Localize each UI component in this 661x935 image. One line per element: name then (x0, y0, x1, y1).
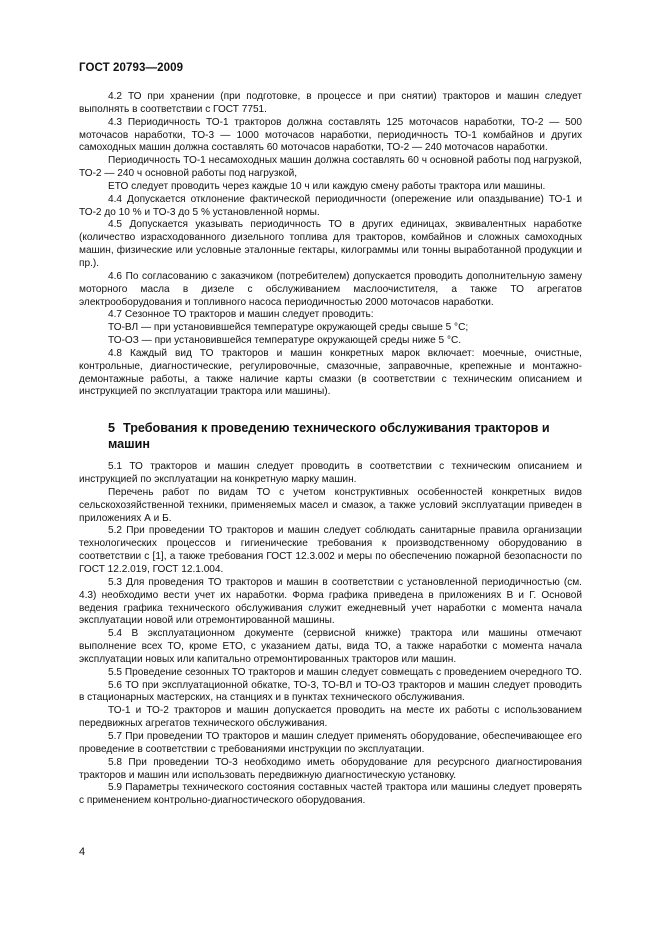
paragraph-4-7: 4.7 Сезонное ТО тракторов и машин следует проводить: (108, 309, 374, 321)
paragraph-5-1-list: Перечень работ по видам ТО с учетом конструктивных особенностей конкретных видов сельскохозяйственной техники, применяемых масел и смазок, а также условий эксплуатации приведен в приложениях А и Б. (79, 486, 582, 524)
paragraph-5-3: 5.3 Для проведения ТО тракторов и машин в соответствии с установленной периодичностью (см. 4.3) необходимо вести учет их наработки. Форма графика приведена в приложениях В и Г. Основой ведения графика технического обслуживания служит ежедневный учет наработки с момента начала эксплуатации новой или отремонтированной машины. (79, 576, 582, 627)
section-5-number: 5 (108, 421, 116, 436)
section-5-title: Требования к проведению технического обслуживания тракторов и машин (108, 421, 550, 451)
paragraph-5-6-to1-to2: ТО-1 и ТО-2 тракторов и машин допускается проводить на месте их работы с использованием передвижных агрегатов технического обслуживания. (79, 705, 582, 730)
paragraph-5-5: 5.5 Проведение сезонных ТО тракторов и машин следует совмещать с проведением очередного ТО. (108, 666, 582, 678)
paragraph-4-7-to-vl: ТО-ВЛ — при установившейся температуре окружающей среды свыше 5 °С; (108, 322, 469, 334)
page-number: 4 (79, 846, 86, 858)
document-code-header: ГОСТ 20793—2009 (79, 62, 184, 74)
paragraph-4-2: 4.2 ТО при хранении (при подготовке, в процессе и при снятии) тракторов и машин следует выполнять в соответствии с ГОСТ 7751. (79, 91, 582, 115)
paragraph-5-7: 5.7 При проведении ТО тракторов и машин следует применять оборудование, обеспечивающее его проведение в соответствии с требованиями инструкции по эксплуатации. (79, 730, 582, 755)
paragraph-4-4: 4.4 Допускается отклонение фактической периодичности (опережение или опаздывание) ТО-1 и ТО-2 до 10 % и ТО-3 до 5 % установленной нормы. (79, 193, 582, 218)
paragraph-5-9: 5.9 Параметры технического состояния составных частей трактора или машины следует проверять с применением контрольно-диагностического оборудования. (79, 782, 582, 807)
paragraph-5-6: 5.6 ТО при эксплуатационной обкатке, ТО-3, ТО-ВЛ и ТО-ОЗ тракторов и машин следует проводить в стационарных мастерских, на станциях и в пунктах технического обслуживания. (79, 679, 582, 704)
paragraph-4-5: 4.5 Допускается указывать периодичность ТО в других единицах, эквивалентных наработке (количество израсходованного дизельного топлива для тракторов, комбайнов и сложных самоходных машин, физические или условные эталонные гектары, килограммы или тонны выработанной продукции и пр.). (79, 219, 582, 269)
paragraph-4-6: 4.6 По согласованию с заказчиком (потребителем) допускается проводить дополнительную замену моторного масла в дизеле с обслуживанием маслоочистителя, а также ТО агрегатов электрооборудования и топливного насоса периодичностью 2000 моточасов наработки. (79, 270, 582, 308)
paragraph-5-1: 5.1 ТО тракторов и машин следует проводить в соответствии с техническим описанием и инструкцией по эксплуатации на конкретную марку машин. (79, 461, 582, 486)
paragraph-5-8: 5.8 При проведении ТО-3 необходимо иметь оборудование для ресурсного диагностирования тракторов и машин или использовать передвижную диагностическую установку. (79, 756, 582, 781)
paragraph-4-3-nonself: Периодичность ТО-1 несамоходных машин должна составлять 60 ч основной работы под нагрузкой, ТО-2 — 240 ч основной работы под нагрузкой, (79, 155, 582, 180)
paragraph-5-2: 5.2 При проведении ТО тракторов и машин следует соблюдать санитарные правила организации технологических процессов и гигиенические требования к производственному оборудованию в соответствии с [1], а также требования ГОСТ 12.3.002 и меры по обеспечению пожарной безопасности по ГОСТ 12.2.019, ГОСТ 12.1.004. (79, 525, 582, 575)
paragraph-4-3: 4.3 Периодичность ТО-1 тракторов должна составлять 125 моточасов наработки, ТО-2 — 500 моточасов наработки, ТО-3 — 1000 моточасов наработки, периодичность ТО-1 комбайнов и других самоходных машин должна составлять 60 моточасов наработки, ТО-2 — 240 моточасов наработки. (79, 116, 582, 154)
paragraph-4-3-eto: ЕТО следует проводить через каждые 10 ч или каждую смену работы трактора или машины. (108, 180, 546, 192)
paragraph-4-8: 4.8 Каждый вид ТО тракторов и машин конкретных марок включает: моечные, очистные, контрольные, диагностические, регулировочные, смазочные, заправочные, крепежные и монтажно-демонтажные работы, а также наличие карты смазки (в соответствии с техническим описанием и инструкцией по эксплуатации трактора или машины). (79, 347, 582, 398)
document-body (79, 91, 582, 808)
section-5-heading (79, 421, 582, 452)
paragraph-5-4: 5.4 В эксплуатационном документе (сервисной книжке) трактора или машины отмечают выполнение всех ТО, кроме ЕТО, с указанием даты, вида ТО, а также наработки с момента начала эксплуатации новых или капитально отремонтированных тракторов или машин. (79, 628, 582, 665)
paragraph-4-7-to-oz: ТО-ОЗ — при установившейся температуре окружающей среды ниже 5 °С. (108, 335, 462, 347)
